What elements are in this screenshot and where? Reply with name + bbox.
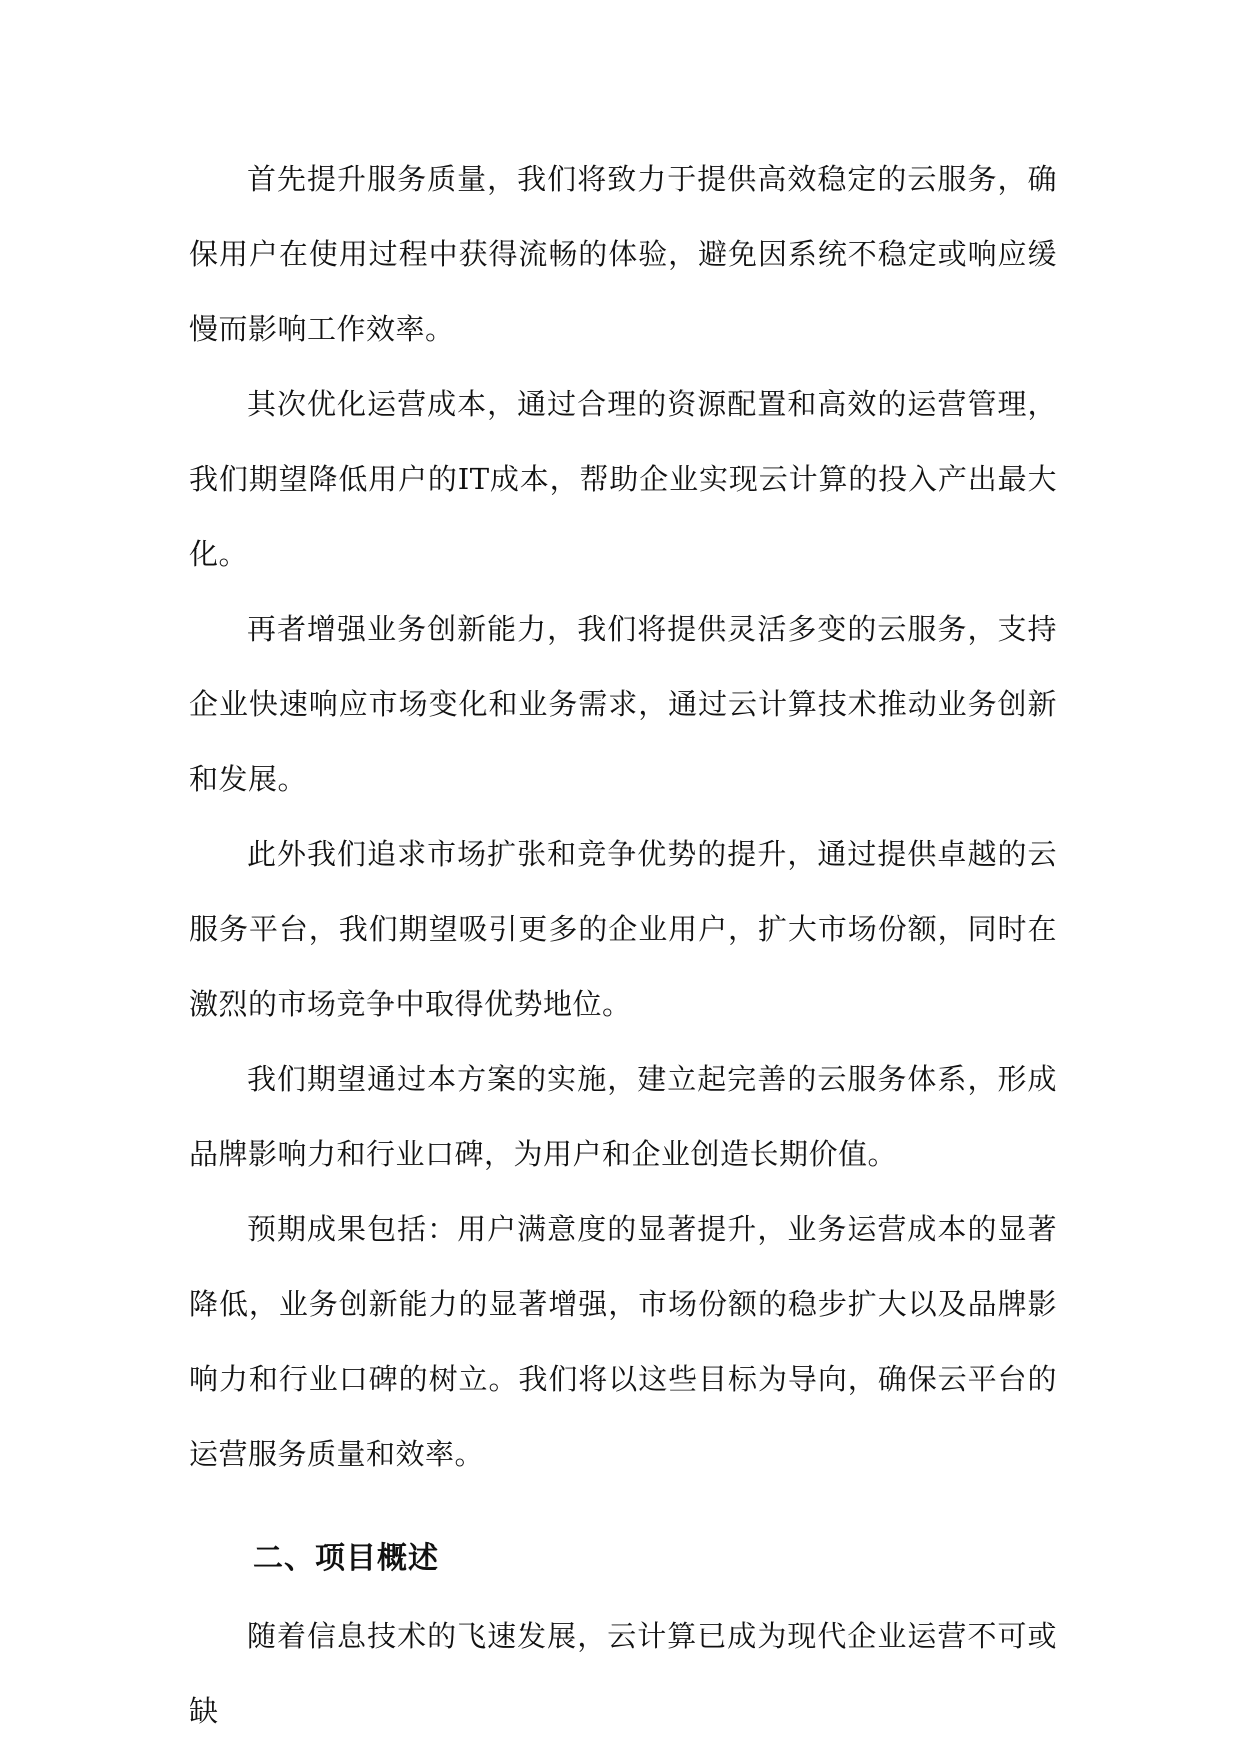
paragraph-expected-results: 预期成果包括：用户满意度的显著提升，业务运营成本的显著降低，业务创新能力的显著增强，市场份额的稳步扩大以及品牌影响力和行业口碑的树立。我们将以这些目标为导向，确保云平台的运营服务质量和效率。 [189, 1212, 1057, 1471]
paragraph-business-innovation: 再者增强业务创新能力，我们将提供灵活多变的云服务，支持企业快速响应市场变化和业务需求，通过云计算技术推动业务创新和发展。 [189, 612, 1057, 796]
paragraph-service-system: 我们期望通过本方案的实施，建立起完善的云服务体系，形成品牌影响力和行业口碑，为用户和企业创造长期价值。 [189, 1062, 1057, 1171]
section-heading-project-overview: 二、项目概述 [253, 1541, 439, 1576]
paragraph-market-expansion: 此外我们追求市场扩张和竞争优势的提升，通过提供卓越的云服务平台，我们期望吸引更多的企业用户，扩大市场份额，同时在激烈的市场竞争中取得优势地位。 [189, 837, 1057, 1021]
paragraph-operating-cost: 其次优化运营成本，通过合理的资源配置和高效的运营管理，我们期望降低用户的IT成本，帮助企业实现云计算的投入产出最大化。 [189, 387, 1057, 571]
paragraph-project-overview-intro: 随着信息技术的飞速发展，云计算已成为现代企业运营不可或缺 [189, 1619, 1057, 1728]
document-body [189, 142, 1057, 1749]
paragraph-service-quality: 首先提升服务质量，我们将致力于提供高效稳定的云服务，确保用户在使用过程中获得流畅的体验，避免因系统不稳定或响应缓慢而影响工作效率。 [189, 162, 1057, 346]
